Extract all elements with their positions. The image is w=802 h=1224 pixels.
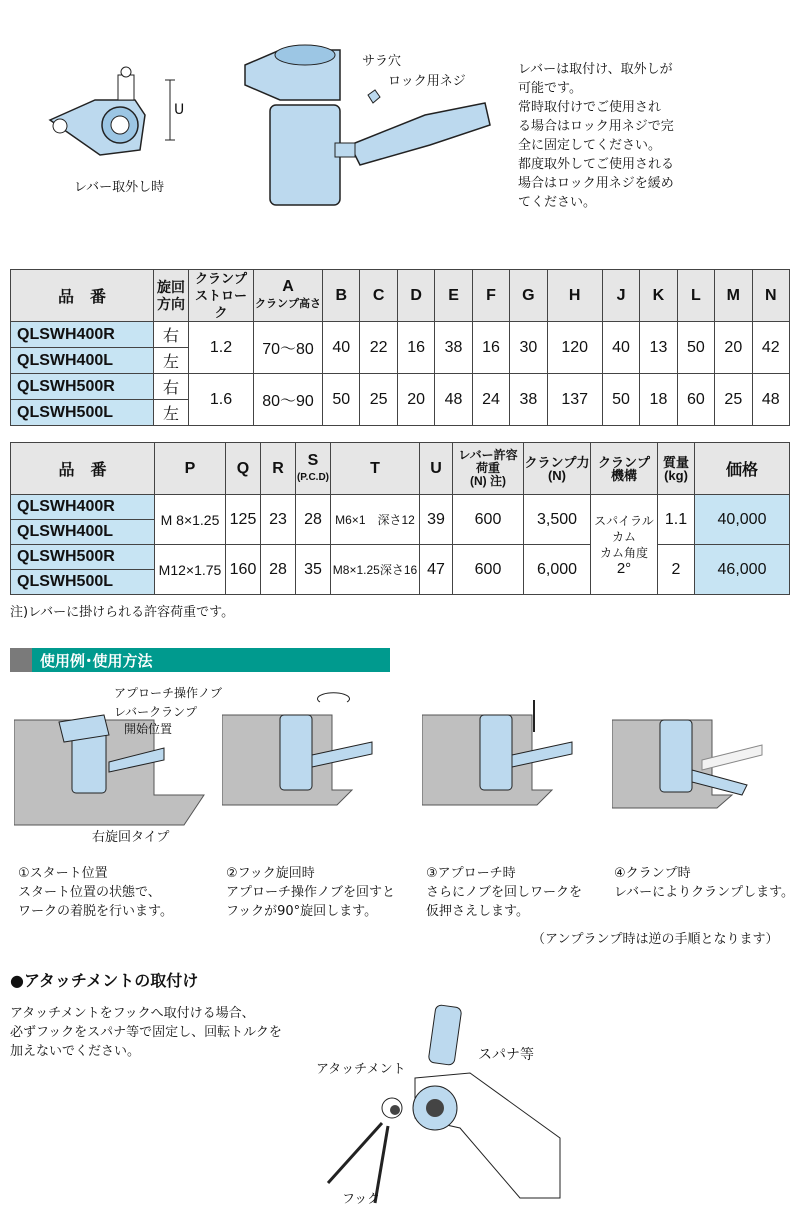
l-cell: 50 xyxy=(677,322,714,374)
th-e: E xyxy=(435,270,472,322)
p-cell: M 8×1.25 xyxy=(155,495,226,545)
attachment-text xyxy=(10,1004,300,1061)
n-cell: 42 xyxy=(752,322,789,374)
th-k: K xyxy=(640,270,677,322)
th-t: T xyxy=(331,443,420,495)
label-spanner: スパナ等 xyxy=(478,1047,534,1063)
usage-section-title: 使用例･使用方法 xyxy=(40,652,153,670)
th-b: B xyxy=(323,270,360,322)
th-mass xyxy=(658,443,695,495)
th-dir-1: 旋回 xyxy=(157,278,185,295)
th-stroke xyxy=(189,270,254,322)
e-cell: 38 xyxy=(435,322,472,374)
th-j: J xyxy=(602,270,639,322)
part-number: QLSWH400R xyxy=(11,322,154,348)
spec-table-1 xyxy=(10,269,790,426)
step-line: アプローチ操作ノブを回すと xyxy=(226,885,396,900)
price-cell: 46,000 xyxy=(695,545,790,595)
k-cell: 13 xyxy=(640,322,677,374)
th-n: N xyxy=(752,270,789,322)
step-2 xyxy=(226,864,395,921)
attachment-diagram xyxy=(320,998,570,1208)
step-title: ④クランプ時 xyxy=(614,866,691,881)
t-cell: M6×1 深さ12 xyxy=(331,495,420,545)
dim-u-label: U xyxy=(174,102,185,118)
lever-removed-caption: レバー取外し時 xyxy=(74,180,165,195)
force-cell: 6,000 xyxy=(524,545,591,595)
d-cell: 16 xyxy=(397,322,434,374)
mech-line: スパイラルカム xyxy=(594,513,654,544)
m-cell: 20 xyxy=(715,322,752,374)
step1-diagram xyxy=(14,700,214,845)
mech-line: カム角度 xyxy=(599,545,648,560)
lever-removed-diagram xyxy=(40,60,210,170)
th-dir xyxy=(154,270,189,322)
th-q: Q xyxy=(226,443,261,495)
t-cell: M8×1.25深さ16 xyxy=(331,545,420,595)
q-cell: 125 xyxy=(226,495,261,545)
th-mass-1: 質量 xyxy=(662,454,689,470)
load-cell: 600 xyxy=(453,495,524,545)
m-cell: 25 xyxy=(715,374,752,426)
th-price: 価格 xyxy=(695,443,790,495)
u-cell: 47 xyxy=(420,545,453,595)
unclamp-note: （アンプランプ時は逆の手順となります） xyxy=(532,932,779,947)
step-line: さらにノブを回しワークを xyxy=(426,885,583,900)
th-d: D xyxy=(397,270,434,322)
th-s-2: (P.C.D) xyxy=(296,471,330,483)
th-load-1: レバー許容荷重 xyxy=(458,448,518,475)
note-line: る場合はロック用ネジで完 xyxy=(518,119,674,134)
label-lever-1: レバークランプ xyxy=(114,705,198,719)
attachment-line: アタッチメントをフックへ取付ける場合、 xyxy=(10,1006,255,1021)
step-line: 仮押さえします。 xyxy=(426,904,529,919)
attachment-line: 加えないでください。 xyxy=(10,1044,141,1059)
th-h: H xyxy=(547,270,602,322)
label-attachment: アタッチメント xyxy=(316,1062,406,1077)
step-title: ①スタート位置 xyxy=(18,866,108,881)
th-force-1: クランプ力 xyxy=(524,454,590,470)
label-lever-2: 開始位置 xyxy=(124,722,173,736)
section-marker xyxy=(10,648,32,672)
load-cell: 600 xyxy=(453,545,524,595)
step3-diagram xyxy=(422,690,612,810)
part-number: QLSWH500R xyxy=(11,374,154,400)
th-mech-2: 機構 xyxy=(610,467,637,483)
step-line: ワークの着脱を行います。 xyxy=(18,904,173,919)
th-a-2: クランプ高さ xyxy=(255,298,321,310)
h-cell: 137 xyxy=(547,374,602,426)
c-cell: 22 xyxy=(360,322,397,374)
note-line: 全に固定してください。 xyxy=(518,138,662,153)
th-load-2: (N) 注) xyxy=(470,474,506,488)
step-title: ②フック旋回時 xyxy=(226,866,315,881)
force-cell: 3,500 xyxy=(524,495,591,545)
callout-screw: ロック用ネジ xyxy=(388,74,466,89)
step2-diagram xyxy=(222,690,412,810)
step-line: スタート位置の状態で、 xyxy=(18,885,161,900)
th-part: 品 番 xyxy=(11,443,155,495)
h-cell: 120 xyxy=(547,322,602,374)
mech-cell xyxy=(591,495,658,595)
label-knob: アプローチ操作ノブ xyxy=(114,686,223,700)
g-cell: 30 xyxy=(510,322,547,374)
th-mass-2: (kg) xyxy=(664,467,688,483)
th-force xyxy=(524,443,591,495)
th-r: R xyxy=(261,443,296,495)
part-number: QLSWH400L xyxy=(11,520,155,545)
f-cell: 16 xyxy=(472,322,509,374)
step-1 xyxy=(18,864,173,921)
note-line: 場合はロック用ネジを緩め xyxy=(518,176,674,191)
step4-diagram xyxy=(612,700,797,810)
part-number: QLSWH500L xyxy=(11,400,154,426)
part-number: QLSWH500L xyxy=(11,570,155,595)
note-line: てください。 xyxy=(518,195,597,210)
th-f: F xyxy=(472,270,509,322)
th-g: G xyxy=(510,270,547,322)
mass-cell: 2 xyxy=(658,545,695,595)
price-cell: 40,000 xyxy=(695,495,790,545)
note-line: 可能です。 xyxy=(518,81,582,96)
th-a-1: A xyxy=(282,278,294,295)
lever-note xyxy=(518,60,708,212)
th-m: M xyxy=(715,270,752,322)
q-cell: 160 xyxy=(226,545,261,595)
p-cell: M12×1.75 xyxy=(155,545,226,595)
step-title: ③アプローチ時 xyxy=(426,866,516,881)
th-part: 品 番 xyxy=(11,270,154,322)
g-cell: 38 xyxy=(510,374,547,426)
attachment-title: ●アタッチメントの取付け xyxy=(10,971,199,990)
j-cell: 40 xyxy=(602,322,639,374)
th-stroke-2: ストローク xyxy=(194,288,247,320)
th-stroke-1: クランプ xyxy=(194,271,247,286)
th-s xyxy=(296,443,331,495)
note-line: 都度取外してご使用される xyxy=(518,157,675,172)
spec-table-2 xyxy=(10,442,790,595)
dir-cell: 左 xyxy=(154,348,189,374)
step-line: フックが90°旋回します。 xyxy=(226,904,378,919)
th-c: C xyxy=(360,270,397,322)
dir-cell: 右 xyxy=(154,322,189,348)
s-cell: 28 xyxy=(296,495,331,545)
th-s-1: S xyxy=(307,451,319,469)
label-type: 右旋回タイプ xyxy=(92,830,170,845)
th-mech xyxy=(591,443,658,495)
part-number: QLSWH400R xyxy=(11,495,155,520)
step-4 xyxy=(614,864,794,902)
step-3 xyxy=(426,864,582,921)
j-cell: 50 xyxy=(602,374,639,426)
n-cell: 48 xyxy=(752,374,789,426)
b-cell: 40 xyxy=(323,322,360,374)
th-a xyxy=(254,270,323,322)
table-note: 注)レバーに掛けられる許容荷重です。 xyxy=(10,605,235,620)
s-cell: 35 xyxy=(296,545,331,595)
f-cell: 24 xyxy=(472,374,509,426)
u-cell: 39 xyxy=(420,495,453,545)
th-p: P xyxy=(155,443,226,495)
k-cell: 18 xyxy=(640,374,677,426)
th-mech-1: クランプ xyxy=(597,454,650,470)
mech-line: 2° xyxy=(616,559,632,577)
b-cell: 50 xyxy=(323,374,360,426)
th-force-2: (N) xyxy=(547,467,567,483)
th-dir-2: 方向 xyxy=(157,295,185,312)
r-cell: 28 xyxy=(261,545,296,595)
e-cell: 48 xyxy=(435,374,472,426)
th-l: L xyxy=(677,270,714,322)
r-cell: 23 xyxy=(261,495,296,545)
a-cell: 70～80 xyxy=(254,322,323,374)
a-cell: 80～90 xyxy=(254,374,323,426)
stroke-cell: 1.2 xyxy=(189,322,254,374)
c-cell: 25 xyxy=(360,374,397,426)
note-line: 常時取付けでご使用され xyxy=(518,100,662,115)
part-number: QLSWH500R xyxy=(11,545,155,570)
attachment-line: 必ずフックをスパナ等で固定し、回転トルクを xyxy=(10,1025,282,1040)
d-cell: 20 xyxy=(397,374,434,426)
th-u: U xyxy=(420,443,453,495)
usage-section-header xyxy=(10,648,390,672)
th-load xyxy=(453,443,524,495)
l-cell: 60 xyxy=(677,374,714,426)
step-line: レバーによりクランプします。 xyxy=(614,885,795,900)
callout-hole: サラ穴 xyxy=(362,54,402,69)
dir-cell: 左 xyxy=(154,400,189,426)
part-number: QLSWH400L xyxy=(11,348,154,374)
stroke-cell: 1.6 xyxy=(189,374,254,426)
dir-cell: 右 xyxy=(154,374,189,400)
mass-cell: 1.1 xyxy=(658,495,695,545)
note-line: レバーは取付け、取外しが xyxy=(518,62,673,77)
label-hook: フック xyxy=(342,1192,381,1207)
